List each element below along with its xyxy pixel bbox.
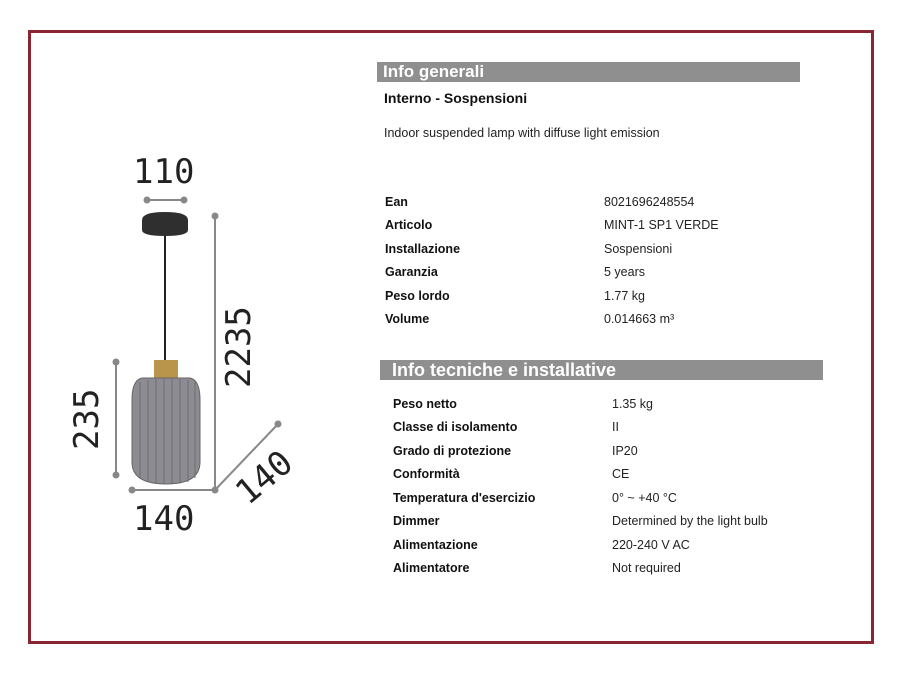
spec-row-garanzia (385, 261, 719, 285)
spec-value: 220-240 V AC (612, 537, 690, 552)
spec-label: Dimmer (393, 514, 440, 529)
lamp-technical-drawing (60, 150, 320, 550)
spec-value: CE (612, 467, 630, 482)
dim-canopy-width: 110 (133, 152, 195, 192)
spec-label: Classe di isolamento (393, 420, 518, 435)
technical-spec-table (393, 392, 768, 580)
spec-row-volume (385, 308, 719, 332)
spec-row-alimentatore (393, 557, 768, 581)
spec-label: Ean (385, 194, 408, 209)
spec-row-conformita (393, 463, 768, 487)
spec-value: Sospensioni (604, 241, 673, 256)
dim-dot (113, 359, 120, 366)
spec-label: Alimentazione (393, 537, 478, 552)
socket-shape (154, 360, 178, 378)
spec-row-articolo (385, 214, 719, 238)
dim-shade-depth: 140 (228, 442, 301, 513)
spec-value: 5 years (604, 265, 645, 280)
section-header-technical: Info tecniche e installative (380, 360, 823, 380)
spec-row-ean (385, 190, 719, 214)
dim-dot (275, 421, 282, 428)
product-description: Indoor suspended lamp with diffuse light emission (384, 126, 660, 140)
dim-dot (212, 213, 219, 220)
spec-row-peso-netto (393, 392, 768, 416)
spec-row-installazione (385, 237, 719, 261)
product-category: Interno - Sospensioni (384, 90, 528, 106)
spec-value: Determined by the light bulb (612, 514, 768, 529)
dim-dot (181, 197, 188, 204)
spec-row-dimmer (393, 510, 768, 534)
spec-value: Not required (612, 561, 681, 576)
dim-dot (129, 487, 136, 494)
spec-row-classe-isolamento (393, 416, 768, 440)
section-header-general: Info generali (377, 62, 800, 82)
dim-total-height: 2235 (219, 306, 259, 388)
spec-value: 0° ~ +40 °C (612, 490, 677, 505)
spec-value: II (612, 420, 619, 435)
spec-value: IP20 (612, 443, 638, 458)
spec-value: 1.35 kg (612, 396, 654, 411)
spec-value: 1.77 kg (604, 288, 646, 303)
lamp-drawing-svg (60, 150, 320, 550)
spec-label: Temperatura d'esercizio (393, 490, 536, 505)
spec-row-temperatura (393, 486, 768, 510)
dim-shade-height: 235 (67, 388, 107, 450)
spec-value: 8021696248554 (604, 194, 695, 209)
spec-label: Peso lordo (385, 288, 450, 303)
spec-label: Alimentatore (393, 561, 470, 576)
spec-label: Grado di protezione (393, 443, 512, 458)
spec-label: Peso netto (393, 396, 457, 411)
spec-label: Garanzia (385, 265, 438, 280)
dim-dot (113, 472, 120, 479)
spec-label: Conformità (393, 467, 460, 482)
dim-dot (144, 197, 151, 204)
spec-row-peso-lordo (385, 284, 719, 308)
spec-value: 0.014663 m³ (604, 312, 675, 327)
canopy-shape (142, 212, 188, 236)
spec-row-grado-protezione (393, 439, 768, 463)
general-spec-table (385, 190, 719, 331)
spec-label: Articolo (385, 218, 433, 233)
glass-shade-shape (132, 378, 200, 484)
spec-row-alimentazione (393, 533, 768, 557)
spec-label: Installazione (385, 241, 461, 256)
spec-value: MINT-1 SP1 VERDE (604, 218, 719, 233)
dim-shade-width: 140 (133, 499, 195, 539)
spec-label: Volume (385, 312, 430, 327)
